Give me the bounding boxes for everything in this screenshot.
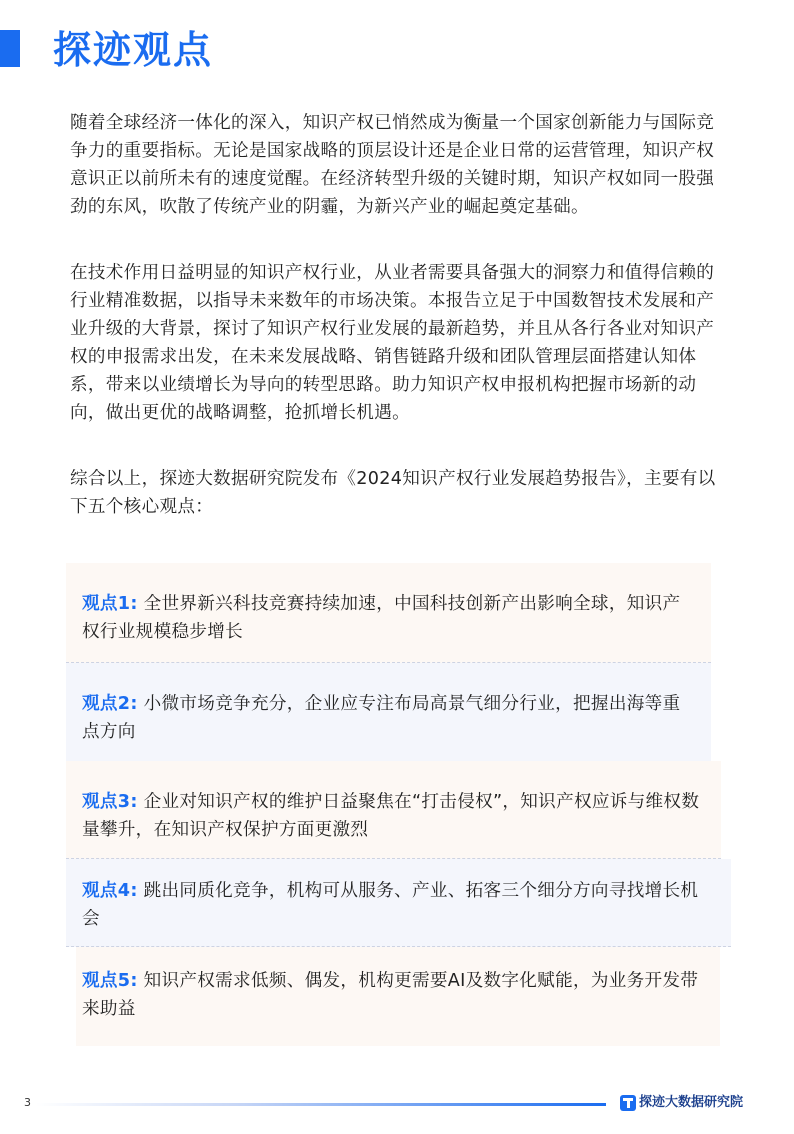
page-number: 3 <box>24 1096 31 1109</box>
viewpoint-text: 跳出同质化竞争，机构可从服务、产业、拓客三个细分方向寻找增长机会 <box>82 881 699 929</box>
viewpoint-2 <box>66 663 711 761</box>
intro-paragraph-3: 综合以上，探迹大数据研究院发布《2024知识产权行业发展趋势报告》，主要有以下五个核心观点： <box>70 469 716 517</box>
viewpoint-5 <box>76 947 720 1046</box>
viewpoint-label: 观点1: <box>82 594 138 614</box>
viewpoint-3 <box>66 761 721 859</box>
intro-paragraph-1: 随着全球经济一体化的深入，知识产权已悄然成为衡量一个国家创新能力与国际竞争力的重要指标。无论是国家战略的顶层设计还是企业日常的运营管理，知识产权意识正以前所未有的速度觉醒。在经济转型升级的关键时期，知识产权如同一股强劲的东风，吹散了传统产业的阴霾，为新兴产业的崛起奠定基础。 <box>70 113 715 217</box>
tanji-logo-icon <box>620 1095 636 1111</box>
footer-brand: 探迹大数据研究院 <box>639 1095 744 1110</box>
viewpoint-4 <box>66 859 731 947</box>
viewpoint-1 <box>66 563 711 663</box>
viewpoint-text: 企业对知识产权的维护日益聚焦在“打击侵权”，知识产权应诉与维权数量攀升，在知识产权保护方面更激烈 <box>82 792 700 840</box>
page-title: 探迹观点 <box>53 28 214 72</box>
viewpoint-text: 知识产权需求低频、偶发，机构更需要AI及数字化赋能，为业务开发带来助益 <box>82 971 699 1019</box>
title-accent-bar <box>0 30 20 67</box>
viewpoint-text: 小微市场竞争充分，企业应专注布局高景气细分行业，把握出海等重点方向 <box>82 694 681 742</box>
viewpoint-label: 观点2: <box>82 694 138 714</box>
footer-divider <box>36 1103 606 1106</box>
viewpoint-text: 全世界新兴科技竞赛持续加速，中国科技创新产出影响全球，知识产权行业规模稳步增长 <box>82 594 681 642</box>
viewpoint-label: 观点4: <box>82 881 138 901</box>
viewpoint-label: 观点5: <box>82 971 138 991</box>
intro-paragraph-2: 在技术作用日益明显的知识产权行业，从业者需要具备强大的洞察力和值得信赖的行业精准数据，以指导未来数年的市场决策。本报告立足于中国数智技术发展和产业升级的大背景，探讨了知识产权行业发展的最新趋势，并且从各行各业对知识产权的申报需求出发，在未来发展战略、销售链路升级和团队管理层面搭建认知体系，带来以业绩增长为导向的转型思路。助力知识产权申报机构把握市场新的动向，做出更优的战略调整，抢抓增长机遇。 <box>70 263 715 423</box>
viewpoint-label: 观点3: <box>82 792 138 812</box>
